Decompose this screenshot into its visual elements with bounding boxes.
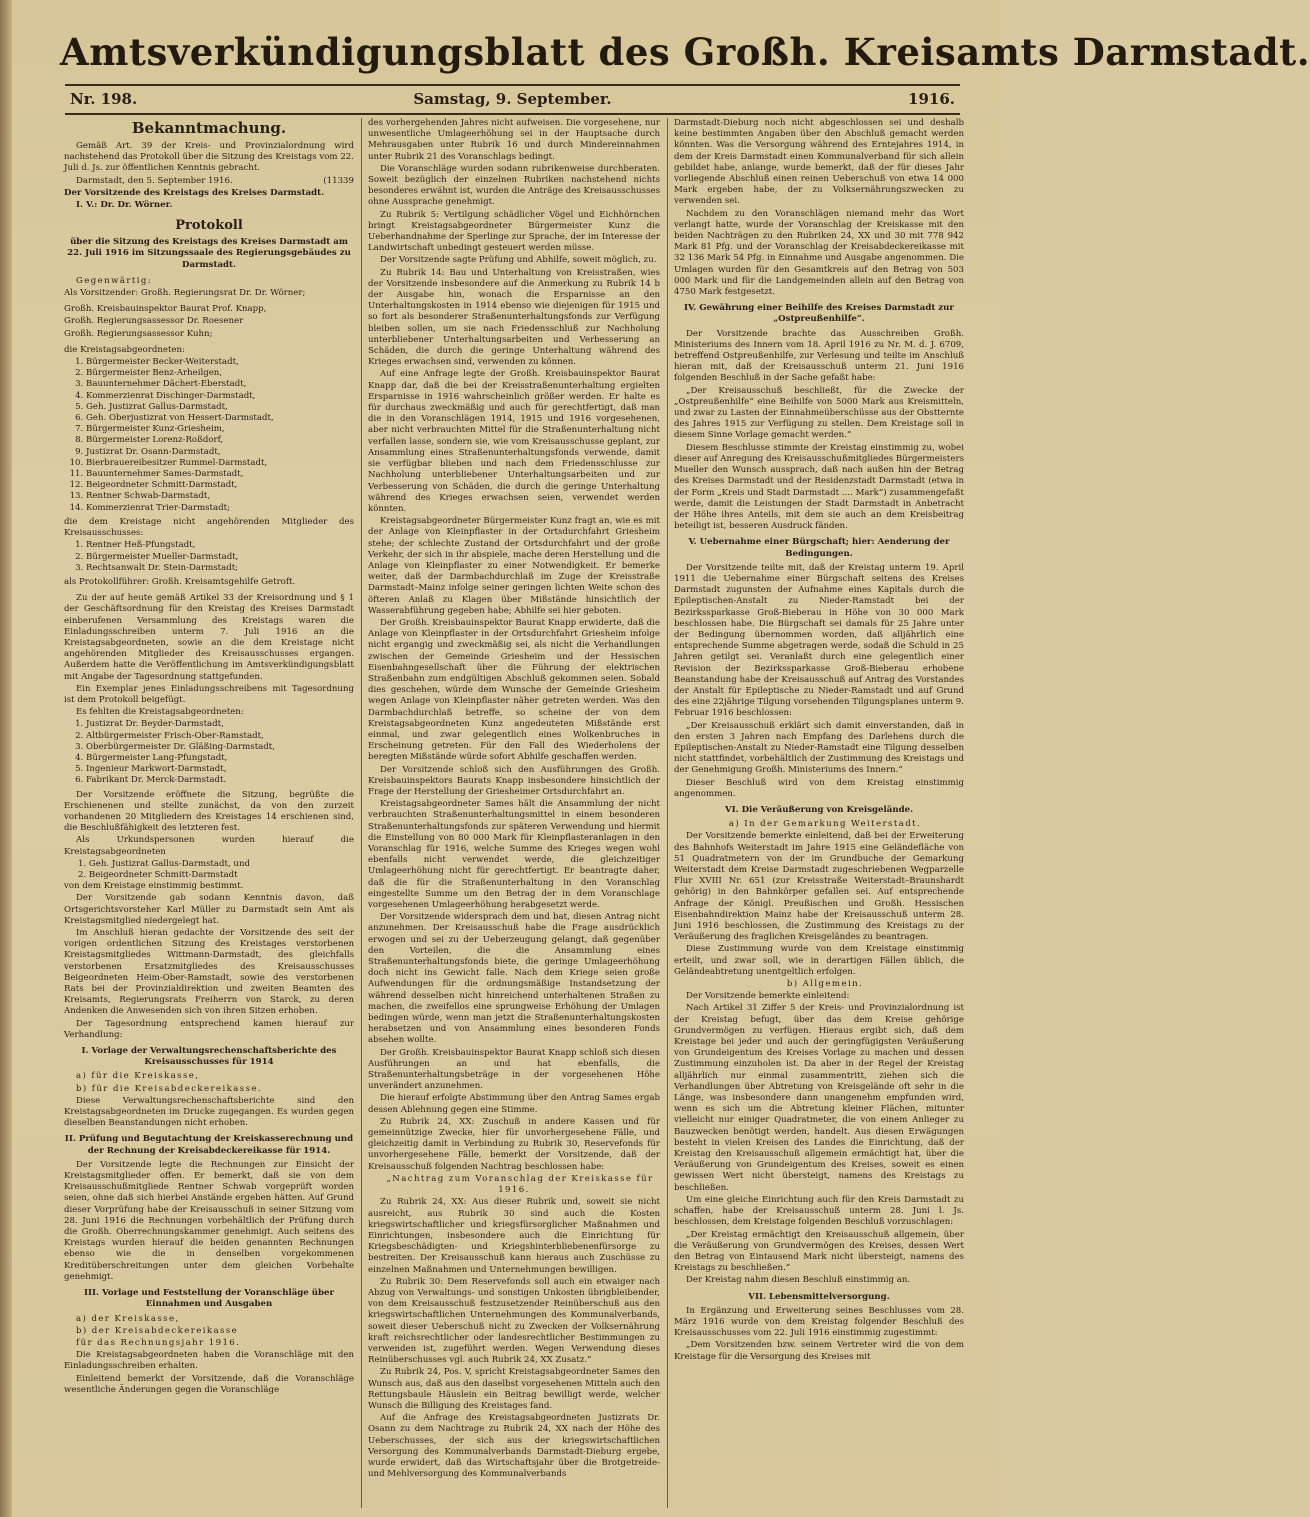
list-item: 2. Altbürgermeister Frisch-Ober-Ramstadt, (86, 731, 354, 742)
members-list (64, 357, 354, 514)
paragraph: Der Vorsitzende teilte mit, daß der Kreistag unterm 19. April 1911 die Uebernahme einer Bürgschaft seitens des Kreises Darmstadt zugunsten der Aufnahme eines Kapitals durch die Epileptischen-Anstalt zu Nieder-Ramstadt bei der Bezirkssparkasse Groß-Bieberau in Höhe von 30 000 Mark beschlossen habe. Die Bürgschaft sei damals für 25 Jahre unter der Bedingung übernommen worden, daß alljährlich eine entsprechende Summe abgetragen werde, sodaß die Schuld in 25 Jahren getilgt sei. Veranlaßt durch eine gelegentlich einer Revision der Bezirkssparkasse Groß-Bieberau erhobene Beanstandung habe der Kreisausschuß auf Antrag des Vorstandes der Anstalt für Epileptische zu Nieder-Ramstadt und auf Grund des eine 22jährige Tilgung vorsehenden Tilgungsplanes unterm 9. Februar 1916 beschlossen: (674, 562, 964, 719)
section-heading: VII. Lebensmittelversorgung. (748, 1291, 890, 1302)
section-heading: III. Vorlage und Feststellung der Voranschläge über Einnahmen und Ausgaben (83, 1288, 334, 1310)
list-item: 4. Bürgermeister Lang-Pfungstadt, (86, 753, 354, 764)
paragraph: Zu Rubrik 24, XX: Zuschuß in andere Kassen und für gemeinnützige Zwecke, hier für unvorhergesehene Fälle, und gleichzeitig damit in Verbindung zu Rubrik 30, Reservefonds für unvorhergesehene Fälle, bemerkt der Vorsitzende, daß der Kreisausschuß folgenden Nachtrag beschlossen habe: (368, 1116, 660, 1172)
section-heading: IV. Gewährung einer Beihilfe des Kreises Darmstadt zur „Ostpreußenhilfe“. (684, 303, 954, 325)
paragraph: Diesem Beschlusse stimmte der Kreistag einstimmig zu, wobei dieser auf Anregung des Kreisausschußmitgliedes Bürgermeisters Mueller den Wunsch aussprach, daß nach außen hin der Betrag des Kreises Darmstadt und der Residenzstadt Darmstadt (etwa in der Form „Kreis und Stadt Darmstadt .... Mark“) zusammengefaßt werde, damit die Leistungen der Stadt Darmstadt in Anbetracht der Höhe ihres Anteils, mit dem sie auch an dem Kreisbeitrag beteiligt ist, besseren Ausdruck fänden. (674, 442, 964, 532)
paragraph: Zu Rubrik 30: Dem Reservefonds soll auch ein etwaiger nach Abzug von Verwaltungs- und sonstigen Unkosten übrigbleibender, von dem Kreisausschuß festzusetzender Reinüberschuß aus den kriegswirtschaftlichen Unternehmungen des Kommunalverbands, soweit dieser Ueberschuß nicht zu Zwecken der Volksernährung kraft reichsrechtlicher oder landesrechtlicher Bestimmungen zu verwenden ist, zugeführt werden. Wegen Verwendung dieses Reinüberschusses vgl. auch Rubrik 24, XX Zusatz.“ (368, 1276, 660, 1366)
notice-signature-name: I. V.: Dr. Dr. Wörner. (76, 200, 173, 211)
list-item: 14. Kommerzienrat Trier-Darmstadt; (86, 503, 354, 514)
paragraph: Der Vorsitzende schloß sich den Ausführungen des Großh. Kreisbauinspektors Baurats Knapp insbesondere hinsichtlich der Frage der Herstellung der Griesheimer Ortsdurchfahrt an. (368, 764, 660, 797)
paragraph: Nachdem zu den Voranschlägen niemand mehr das Wort verlangt hatte, wurde der Voranschlag der Kreiskasse mit den beiden Nachträgen zu den Rubriken 24, XX und 30 mit 778 942 Mark 81 Pfg. und der Voranschlag der Kreisabdeckereikasse mit 32 136 Mark 54 Pfg. in Einnahme und Ausgabe angenommen. Die Umlagen wurden für den Gesamtkreis auf den Betrag von 503 000 Mark und für die Landgemeinden allein auf den Betrag von 4750 Mark festgesetzt. (674, 208, 964, 298)
paragraph: Zu Rubrik 24, Pos. V, spricht Kreistagsabgeordneter Sames den Wunsch aus, daß aus den daselbst vorgesehenen Mitteln auch den Rettungsbaule Häuslein ein Beitrag bewilligt werde, welcher Wunsch die Billigung des Kreistages fand. (368, 1367, 660, 1411)
issue-number: Nr. 198. (70, 90, 138, 108)
column-2 (368, 118, 660, 1508)
paragraph: Kreistagsabgeordneter Bürgermeister Kunz fragt an, wie es mit der Anlage von Kleinpflaster in der Ortsdurchfahrt Griesheim stehe; der schlechte Zustand der Ortsdurchfahrt und der große Verkehr, der sich in ihr abspiele, mache deren Herstellung und die Anlage von Kleinpflaster zu einer Notwendigkeit. Er bemerke weiter, daß der Darmbachdurchlaß im Zuge der Kreisstraße Darmstadt–Mainz infolge seiner geringen lichten Weite schon des öfteren Anlaß zu Klagen über Mißstände hinsichtlich der Wasserabführung gegeben habe; Abhilfe sei hier geboten. (368, 516, 660, 616)
official-line: Großh. Regierungsassessor Dr. Roesener (64, 316, 244, 327)
list-item: 11. Bauunternehmer Sames-Darmstadt, (86, 469, 354, 480)
column-divider (667, 118, 668, 1508)
paragraph: Die hierauf erfolgte Abstimmung über den Antrag Sames ergab dessen Ablehnung gegen eine Stimme. (368, 1093, 660, 1115)
paragraph: Um eine gleiche Einrichtung auch für den Kreis Darmstadt zu schaffen, habe der Kreisausschuß unterm 28. Juni l. Js. beschlossen, dem Kreistage folgenden Beschluß vorzuschlagen: (674, 1194, 964, 1228)
paragraph: Auf die Anfrage des Kreistagsabgeordneten Justizrats Dr. Osann zu dem Nachtrage zu Rubrik 24, XX nach der Höhe des Ueberschusses, der sich aus der kriegswirtschaftlichen Versorgung des Kommunalverbands Darmstadt-Dieburg ergebe, wurde erwidert, daß das Wirtschaftsjahr über die Brotgetreide- und Mehlversorgung des Kommunalverbands (368, 1413, 660, 1480)
list-item: 9. Justizrat Dr. Osann-Darmstadt, (86, 447, 354, 458)
column-divider (361, 118, 362, 1508)
notice-date: Darmstadt, den 5. September 1916. (76, 175, 233, 186)
list-item: 3. Bauunternehmer Dächert-Eberstadt, (86, 379, 354, 390)
paragraph: Zu der auf heute gemäß Artikel 33 der Kreisordnung und § 1 der Geschäftsordnung für den Kreistag des Kreises Darmstadt einberufenen Versammlung des Kreistags waren die Einladungsschreiben unterm 7. Juli 1916 an die Kreistagsabgeordneten, sowie an die dem Kreistage nicht angehörenden Mitglieder des Kreisausschusses ergangen. Außerdem hatte die Veröffentlichung im Amtsverkündigungsblatt mit Angabe der Tagesordnung stattgefunden. (64, 593, 354, 682)
masthead-title: Amtsverkündigungsblatt des Großh. Kreisamts Darmstadt. (60, 30, 1310, 74)
paragraph: Die Kreistagsabgeordneten haben die Voranschläge mit den Einladungsschreiben erhalten. (64, 1350, 354, 1372)
paragraph: „Der Kreisausschuß beschließt, für die Zwecke der „Ostpreußenhilfe“ eine Beihilfe von 5000 Mark aus Kreismitteln, und zwar zu Lasten der Einnahmeüberschüsse aus der Obstternte des Jahres 1915 zur Verfügung zu stellen. Dem Kreistage soll in diesem Sinne Vorlage gemacht werden.“ (674, 385, 964, 441)
paragraph: Der Vorsitzende gab sodann Kenntnis davon, daß Ortsgerichtsvorsteher Karl Müller zu Darmstadt sein Amt als Kreistagsmitglied niedergelegt hat. (64, 893, 354, 926)
paragraph: Auf eine Anfrage legte der Großh. Kreisbauinspektor Baurat Knapp dar, daß die bei der Kreisstraßenunterhaltung ergielten Ersparnisse in 1916 wahrscheinlich größer werden. Er halte es für durchaus zweckmäßig und auch für gerechtfertigt, daß man die in den Voranschlägen 1914, 1915 und 1916 vorgesehenen, aber nicht verbrauchten Mittel für die Straßenunterhaltung nicht verfallen lasse, sondern sie, wie vom Kreisausschusse geplant, zur Ansammlung eines Straßenunterhaltungsfonds verwende, damit sie verfügbar blieben und nach dem Friedensschlusse zur Nachholung unterbliebener Unterhaltungsarbeiten und zur Verbesserung von Schäden, die durch die geringe Unterhaltung während des Krieges erwachsen seien, verwendet werden könnten. (368, 369, 660, 514)
notice-ref: (11339 (323, 175, 354, 186)
witness-line: 2. Beigeordneter Schmitt-Darmstadt (78, 869, 238, 880)
paragraph: Der Tagesordnung entsprechend kamen hierauf zur Verhandlung: (64, 1018, 354, 1040)
column-3 (674, 118, 964, 1508)
section-heading: VI. Die Veräußerung von Kreisgelände. (724, 804, 914, 815)
list-item: 4. Kommerzienrat Dischinger-Darmstadt, (86, 391, 354, 402)
list-item: 6. Geh. Oberjustizrat von Hessert-Darmstadt, (86, 413, 354, 424)
members-label: die Kreistagsabgeordneten: (64, 344, 185, 355)
paragraph: Dieser Beschluß wird von dem Kreistag einstimmig angenommen. (674, 777, 964, 799)
paragraph: Der Vorsitzende eröffnete die Sitzung, begrüßte die Erschienenen und stellte zunächst, da von den zurzeit vorhandenen 20 Mitgliedern des Kreistages 14 erschienen sind, die Beschlußfähigkeit des letzteren fest. (64, 789, 354, 834)
list-item: 5. Geh. Justizrat Gallus-Darmstadt, (86, 402, 354, 413)
masthead-rule-top (65, 84, 960, 86)
subitem: a) für die Kreiskasse, (76, 1071, 200, 1082)
paragraph: Der Vorsitzende legte die Rechnungen zur Einsicht der Kreistagsmitglieder offen. Er bemerkt, daß sie von dem Kreisausschußmitgliede Rentner Schwab vorgeprüft worden seien, ohne daß sich hierbei Anstände ergeben hätten. Auf Grund dieser Vorprüfung habe der Kreisausschuß in seiner Sitzung vom 28. Juni 1916 die Rechnungen vorbehältlich der Prüfung durch die Großh. Oberrechnungskammer genehmigt. Auch seitens des Kreistags wurden hierauf die beiden genannten Rechnungen ebenso wie die in denselben vorgekommenen Kreditüberschreitungen unter dem gleichen Vorbehalte genehmigt. (64, 1159, 354, 1282)
quote-heading: „Nachtrag zum Voranschlag der Kreiskasse für 1916. (386, 1173, 654, 1196)
protocol-subtitle: über die Sitzung des Kreistags des Kreises Darmstadt am 22. Juli 1916 im Sitzungssaale des Regierungsgebäudes zu Darmstadt. (67, 237, 351, 270)
paragraph: Die Voranschläge wurden sodann rubrikenweise durchberaten. Soweit bezüglich der einzelnen Rubriken nachstehend nichts besonderes erwähnt ist, wurden die Anträge des Kreisausschusses ohne Aussprache genehmigt. (368, 163, 660, 208)
paragraph: Darmstadt-Dieburg noch nicht abgeschlossen sei und deshalb keine bestimmten Angaben über den Abschluß gemacht werden könnten. Was die Versorgung während des Erntejahres 1914, in dem der Kreis Darmstadt einen Kommunalverband für sich allein gebildet habe, anlange, wurde bemerkt, daß der für dieses Jahr vorliegende Abschluß einen reinen Ueberschuß von etwa 14 000 Mark ergeben habe, der zu Volksernährungszwecken zu verwenden sei. (674, 118, 964, 207)
nonmembers-list (64, 540, 354, 574)
list-item: 13. Rentner Schwab-Darmstadt, (86, 491, 354, 502)
paragraph: Einleitend bemerkt der Vorsitzende, daß die Voranschläge wesentliche Änderungen gegen die Voranschläge (64, 1373, 354, 1395)
issue-date: Samstag, 9. September. (413, 90, 612, 108)
notice-dateline (64, 176, 354, 187)
list-item: 1. Rentner Heß-Pfungstadt, (86, 540, 354, 551)
subitem: b) für die Kreisabdeckereikasse. (76, 1083, 263, 1094)
subsection-heading: a) In der Gemarkung Weiterstadt. (728, 819, 922, 830)
paragraph: Als Urkundspersonen wurden hierauf die Kreistagsabgeordneten (64, 835, 354, 857)
official-line: Großh. Regierungsassessor Kuhn; (64, 328, 213, 339)
paragraph: In Ergänzung und Erweiterung seines Beschlusses vom 28. März 1916 wurde von dem Kreistag folgender Beschluß des Kreisausschusses vom 22. Juli 1916 einstimmig zugestimmt: (674, 1305, 964, 1339)
secretary-line: als Protokollführer: Großh. Kreisamtsgehilfe Getroft. (64, 576, 296, 587)
paragraph: Zu Rubrik 14: Bau und Unterhaltung von Kreisstraßen, wies der Vorsitzende insbesondere auf die Anmerkung zu Rubrik 14 b der Ausgabe hin, wonach die Ersparnisse an den Unterhaltungskosten in 1914 ebenso wie diejenigen für 1915 und so fort als besonderer Straßenunterhaltungsfonds zur Verfügung bleiben sollen, um sie nach Friedensschluß zur Nachholung unterbliebener Unterhaltungsarbeiten und Verbesserung an Schäden, die durch die geringe Unterhaltung während des Krieges erwachsen sind, verwenden zu können. (368, 267, 660, 368)
paragraph: Der Vorsitzende widersprach dem und bat, diesen Antrag nicht anzunehmen. Der Kreisausschuß habe die Frage ausdrücklich erwogen und sei zu der Ueberzeugung gelangt, daß gegenüber den Vorteilen, die die Ansammlung eines Straßenunterhaltungsfonds biete, die geringe Umlageerhöhung doch nicht ins Gewicht falle. Nach dem Kriege seien große Aufwendungen für die ordnungsmäßige Instandsetzung der während desselben nicht hinreichend unterhaltenen Straßen zu machen, die zweifellos eine sprungweise Erhöhung der Umlagen bedingen würde, wenn man jetzt die Straßenunterhaltungskosten herabsetzen und von Ansammlung eines besonderen Fonds absehen wollte. (368, 912, 660, 1046)
paragraph: Ein Exemplar jenes Einladungsschreibens mit Tagesordnung ist dem Protokoll beigefügt. (64, 683, 354, 705)
paragraph: Zu Rubrik 24, XX: Aus dieser Rubrik und, soweit sie nicht ausreicht, aus Rubrik 30 sind auch die Kosten kriegswirtschaftlicher und kriegsfürsorglicher Maßnahmen und Einrichtungen, insbesondere auch die Einrichtung für Kriegsbeschädigten- und Kriegshinterbliebenenfürsorge zu bestreiten. Der Kreisausschuß kann hieraus auch Zuschüsse zu einzelnen Maßnahmen und Unternehmungen bewilligen. (368, 1197, 660, 1275)
issue-row (70, 87, 955, 111)
section-heading: II. Prüfung und Begutachtung der Kreiskasserechnung und der Rechnung der Kreisabdeckereikasse für 1914. (64, 1134, 354, 1156)
section-heading: I. Vorlage der Verwaltungsrechenschaftsberichte des Kreisausschusses für 1914 (81, 1046, 337, 1068)
list-item: 3. Oberbürgermeister Dr. Gläßing-Darmstadt, (86, 742, 354, 753)
paragraph: von dem Kreistage einstimmig bestimmt. (64, 881, 244, 892)
list-item: 5. Ingenieur Markwort-Darmstadt, (86, 764, 354, 775)
paragraph: Der Großh. Kreisbauinspektor Baurat Knapp erwiderte, daß die Anlage von Kleinpflaster in der Ortsdurchfahrt Griesheim infolge nicht ergangig und zweckmäßig sei, als nicht die Verhandlungen zwischen der Gemeinde Griesheim und der Hessischen Eisenbahngesellschaft über die Führung der elektrischen Straßenbahn zum endgültigen Abschluß gekommen seien. Sobald dies geschehen, würde dem Wunsche der Gemeinde Griesheim wegen Anlage von Kleinpflaster näher getreten werden. Was den Darmbachdurchlaß betreffe, so scheine der von dem Kreistagsabgeordneten Kunz angedeuteten Mißstände erst einmal, und zwar gelegentlich eines Wolkenbruches in Erscheinung getreten. Für den Fall des Wiederholens der beregten Mißstände würde sofort Abhilfe geschaffen werden. (368, 617, 660, 763)
page-edge-shadow (0, 0, 12, 1517)
paragraph: Der Kreistag nahm diesen Beschluß einstimmig an. (686, 1275, 911, 1286)
paragraph: Der Vorsitzende bemerkte einleitend, daß bei der Erweiterung des Bahnhofs Weiterstadt im Jahre 1915 eine Geländefläche von 51 Quadratmetern von der im Grundbuche der Gemarkung Weiterstadt dem Kreise Darmstadt zugeschriebenen Wegparzelle Flur XVIII Nr. 651 (zur Kreisstraße Weiterstadt–Braunshardt gehörig) in den Bahnkörper gefallen sei. Auf entsprechende Anfrage der Königl. Preußischen und Großh. Hessischen Eisenbahndirektion Mainz habe der Kreisausschuß unterm 28. Juni 1916 beschlossen, die Zustimmung des Kreistags zu der Veräußerung des fraglichen Kreisgeländes zu beantragen. (674, 831, 964, 943)
paragraph: Zu Rubrik 5: Vertilgung schädlicher Vögel und Eichhörnchen bringt Kreistagsabgeordneter Bürgermeister Kunz die Ueberhandnahme der Sperlinge zur Sprache, der im Interesse der Landwirtschaft unbedingt gesteuert werden müsse. (368, 209, 660, 254)
paragraph: Der Großh. Kreisbauinspektor Baurat Knapp schloß sich diesen Ausführungen an und hat ebenfalls, die Straßenunterhaltungsbeträge in der vorgesehenen Höhe unverändert anzunehmen. (368, 1047, 660, 1092)
paragraph: des vorhergehenden Jahres nicht aufweisen. Die vorgesehene, nur unwesentliche Umlageerhöhung sei in der Hauptsache durch Mehrausgaben unter Rubrik 16 und durch Mindereinnahmen unter Rubrik 21 des Voranschlags bedingt. (368, 118, 660, 162)
notice-title: Bekanntmachung. (131, 119, 287, 137)
subitem: für das Rechnungsjahr 1916. (76, 1337, 241, 1348)
list-item: 10. Bierbrauereibesitzer Rummel-Darmstadt, (86, 458, 354, 469)
paragraph: Diese Verwaltungsrechenschaftsberichte sind den Kreistagsabgeordneten im Drucke zugegangen. Es wurden gegen dieselben Beanstandungen nicht erhoben. (64, 1095, 354, 1129)
subsection-heading: b) Allgemein. (786, 979, 864, 990)
list-item: 2. Bürgermeister Mueller-Darmstadt, (86, 552, 354, 563)
paragraph: Der Vorsitzende sagte Prüfung und Abhilfe, soweit möglich, zu. (380, 255, 657, 266)
chair-line: Als Vorsitzender: Großh. Regierungsrat Dr. Dr. Wörner; (64, 288, 306, 299)
column-1 (64, 118, 354, 1508)
list-item: 8. Bürgermeister Lorenz-Roßdorf, (86, 435, 354, 446)
official-line: Großh. Kreisbauinspektor Baurat Prof. Knapp, (64, 304, 267, 315)
witness-line: 1. Geh. Justizrat Gallus-Darmstadt, und (78, 858, 250, 869)
paragraph: „Der Kreisausschuß erklärt sich damit einverstanden, daß in den ersten 3 Jahren nach Empfang des Darlehens durch die Epileptischen-Anstalt zu Nieder-Ramstadt eine Tilgung desselben nicht stattfindet, vorbehältlich der Zustimmung des Kreistags und der Genehmigung Großh. Ministeriums des Innern.“ (674, 720, 964, 776)
paragraph: Der Vorsitzende brachte das Ausschreiben Großh. Ministeriums des Innern vom 18. April 1916 zu Nr. M. d. J. 6709, betreffend Ostpreußenhilfe, zur Verlesung und teilte im Anschluß hieran mit, daß der Kreisausschuß unterm 21. Juni 1916 folgenden Beschluß in der Sache gefaßt habe: (674, 328, 964, 384)
subitem: b) der Kreisabdeckereikasse (76, 1325, 239, 1336)
present-label: Gegenwärtig: (76, 275, 153, 286)
protocol-title: Protokoll (175, 218, 243, 234)
section-heading: V. Uebernahme einer Bürgschaft; hier: Aenderung der Bedingungen. (688, 537, 950, 559)
subitem: a) der Kreiskasse, (76, 1313, 180, 1324)
list-item: 1. Justizrat Dr. Beyder-Darmstadt, (86, 719, 354, 730)
paragraph: Kreistagsabgeordneter Sames hält die Ansammlung der nicht verbrauchten Straßenunterhaltungsmittel in einem besonderen Straßenunterhaltungsfonds zur späteren Verwendung und hiermit die Einstellung von 80 000 Mark für Kleinpflasteranlagen in den Voranschlag für 1916, welche Summe des Krieges wegen wohl ebenfalls nicht verwendet werde, die gleichzeitiger Umlageerhöhung nicht für gerechtfertigt. Er beantragte daher, daß die für die Straßenunterhaltung in den Voranschlag eingestellte Summe um den Betrag der in dem Voranschlage vorgesehenen Umlageerhöhung herabgesetzt werde. (368, 799, 660, 911)
list-item: 1. Bürgermeister Becker-Weiterstadt, (86, 357, 354, 368)
issue-year: 1916. (908, 90, 955, 108)
paragraph: Der Vorsitzende bemerkte einleitend: (686, 991, 850, 1002)
notice-signature: Der Vorsitzende des Kreistags des Kreises Darmstadt. (64, 187, 325, 198)
paragraph: Im Anschluß hieran gedachte der Vorsitzende des seit der vorigen ordentlichen Sitzung des Kreistages verstorbenen Kreistagsmitgliedes Wittmann-Darmstadt, des gleichfalls verstorbenen Ersatzmitgliedes des Kreisausschusses Beigeordneten Heim-Ober-Ramstadt, sowie des verstorbenen Rats bei der Provinzialdirektion und zweiten Beamten des Kreisamts, Regierungsrats Freiherrn von Starck, zu deren Andenken die Anwesenden sich von ihren Sitzen erhoben. (64, 928, 354, 1017)
paragraph: Diese Zustimmung wurde von dem Kreistage einstimmig erteilt, und zwar soll, wie in derartigen Fällen üblich, die Geländeabtretung unentgeltlich erfolgen. (674, 944, 964, 977)
absent-label: Es fehlten die Kreistagsabgeordneten: (76, 707, 244, 718)
notice-text: Gemäß Art. 39 der Kreis- und Provinzialordnung wird nachstehend das Protokoll über die Sitzung des Kreistags vom 22. Juli d. Js. zur öffentlichen Kenntnis gebracht. (64, 141, 354, 174)
list-item: 6. Fabrikant Dr. Merck-Darmstadt. (86, 775, 354, 786)
paragraph: „Dem Vorsitzenden bzw. seinem Vertreter wird die von dem Kreistage für die Versorgung des Kreises mit (674, 1340, 964, 1362)
list-item: 2. Bürgermeister Benz-Arheilgen, (86, 368, 354, 379)
nonmembers-label: die dem Kreistage nicht angehörenden Mitglieder des Kreisausschusses: (64, 516, 354, 539)
paragraph: „Der Kreistag ermächtigt den Kreisausschuß allgemein, über die Veräußerung von Grundvermögen des Kreises, dessen Wert den Betrag von Eintausend Mark nicht übersteigt, namens des Kreistags zu beschließen.“ (674, 1229, 964, 1274)
masthead-rule-bottom (65, 113, 960, 115)
list-item: 7. Bürgermeister Kunz-Griesheim, (86, 424, 354, 435)
absent-list (64, 719, 354, 786)
list-item: 12. Beigeordneter Schmitt-Darmstadt, (86, 480, 354, 491)
list-item: 3. Rechtsanwalt Dr. Stein-Darmstadt; (86, 563, 354, 574)
paragraph: Nach Artikel 31 Ziffer 5 der Kreis- und Provinzialordnung ist der Kreistag befugt, über das dem Kreise gehörige Grundvermögen zu verfügen. Hieraus ergibt sich, daß dem Kreistage bei jeder und auch der geringfügigsten Veräußerung von Grundeigentum des Kreises Vorlage zu machen und dessen Zustimmung einzuholen ist. Da aber in der Regel der Kreistag alljährlich nur einmal zusammentritt, ziehen sich die Verhandlungen über Abtretung von Kreisgelände oft sehr in die Länge, was insbesondere dann unangenehm empfunden wird, wenn es sich um die Abtretung kleiner Flächen, mitunter vielleicht nur einiger Quadratmeter, die von einem Anlieger zu Bauzwecken benötigt werden, handelt. Aus diesen Erwägungen besteht in vielen Kreisen des Landes die Einrichtung, daß der Kreistag den Kreisausschuß allgemein ermächtigt hat, über die Veräußerung von Grundeigentum des Kreises, soweit es einen gewissen Wert nicht übersteigt, namens des Kreistags zu beschließen. (674, 1003, 964, 1193)
